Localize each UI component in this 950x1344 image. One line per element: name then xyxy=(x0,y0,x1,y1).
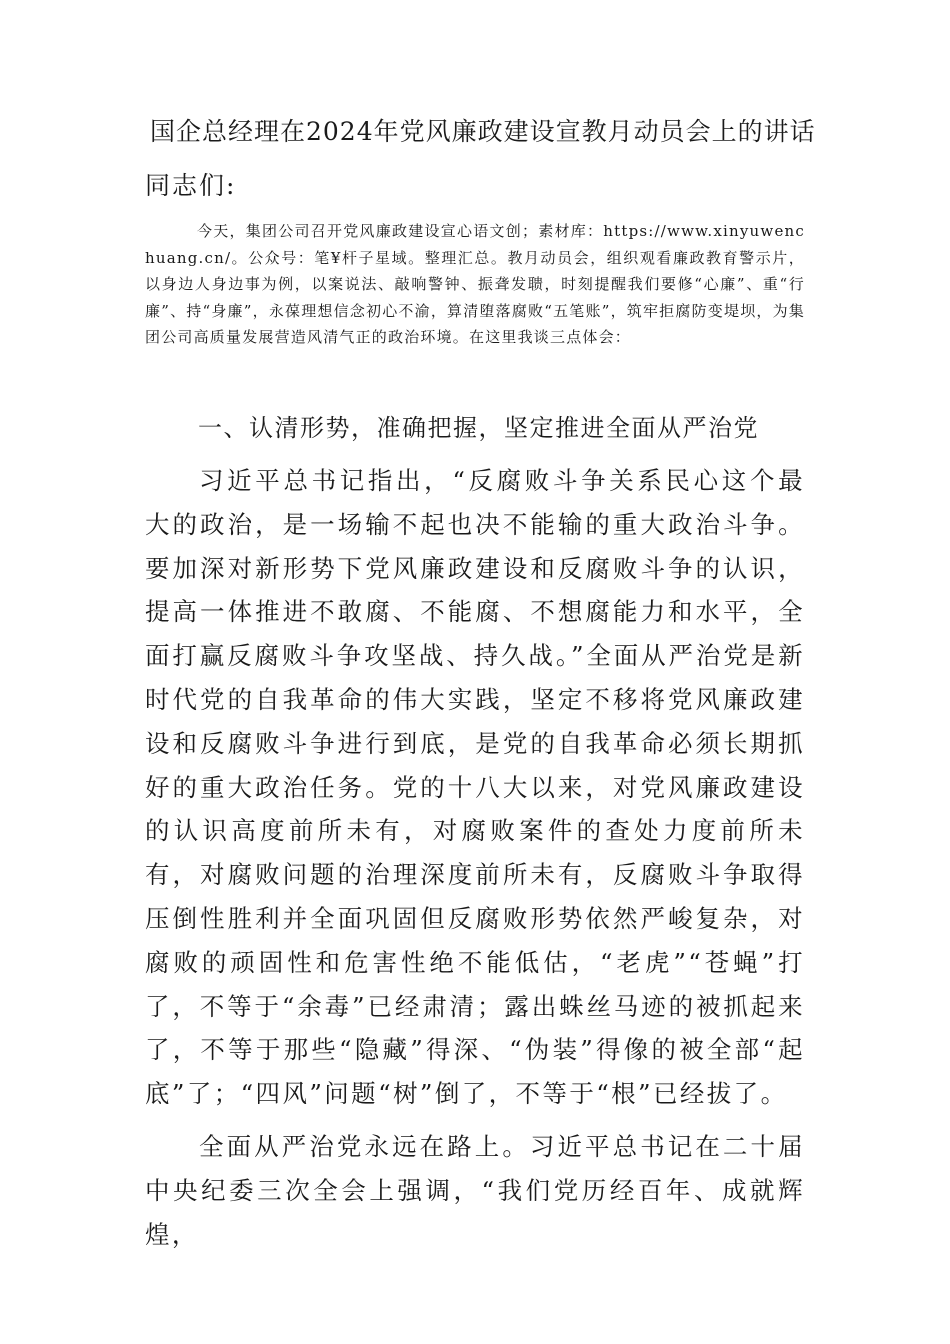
document-title: 国企总经理在2024年党风廉政建设宣教月动员会上的讲话 xyxy=(150,117,816,146)
body-paragraph: 全面从严治党永远在路上。习近平总书记在二十届中央纪委三次全会上强调，“我们党历经百年、成就辉煌， xyxy=(145,1132,805,1249)
section-heading-1: 一、认清形势，准确把握，坚定推进全面从严治党 xyxy=(198,414,759,442)
salutation: 同志们: xyxy=(145,171,237,200)
intro-paragraph: 今天，集团公司召开党风廉政建设宣心语文创；素材库：https://www.xinyuwenchuang.cn/。公众号：笔¥杆子星域。整理汇总。教月动员会，组织观看廉政教育警示片，以身边人身边事为例，以案说法、敲响警钟、振聋发聩，时刻提醒我们要修“心廉”、重“行廉”、持“身廉”，永葆理想信念初心不渝，算清堕落腐败“五笔账”，筑牢拒腐防变堤坝，为集团公司高质量发展营造风清气正的政治环境。在这里我谈三点体会： xyxy=(145,222,805,346)
body-paragraph: 习近平总书记指出，“反腐败斗争关系民心这个最大的政治，是一场输不起也决不能输的重大政治斗争。要加深对新形势下党风廉政建设和反腐败斗争的认识，提高一体推进不敢腐、不能腐、不想腐能力和水平，全面打赢反腐败斗争攻坚战、持久战。”全面从严治党是新时代党的自我革命的伟大实践，坚定不移将党风廉政建设和反腐败斗争进行到底，是党的自我革命必须长期抓好的重大政治任务。党的十八大以来，对党风廉政建设的认识高度前所未有，对腐败案件的查处力度前所未有，对腐败问题的治理深度前所未有，反腐败斗争取得压倒性胜利并全面巩固但反腐败形势依然严峻复杂，对腐败的顽固性和危害性绝不能低估，“老虎”“苍蝇”打了，不等于“余毒”已经肃清；露出蛛丝马迹的被抓起来了，不等于那些“隐藏”得深、“伪装”得像的被全部“起底”了；“四风”问题“树”倒了，不等于“根”已经拔了。 xyxy=(145,466,805,1109)
